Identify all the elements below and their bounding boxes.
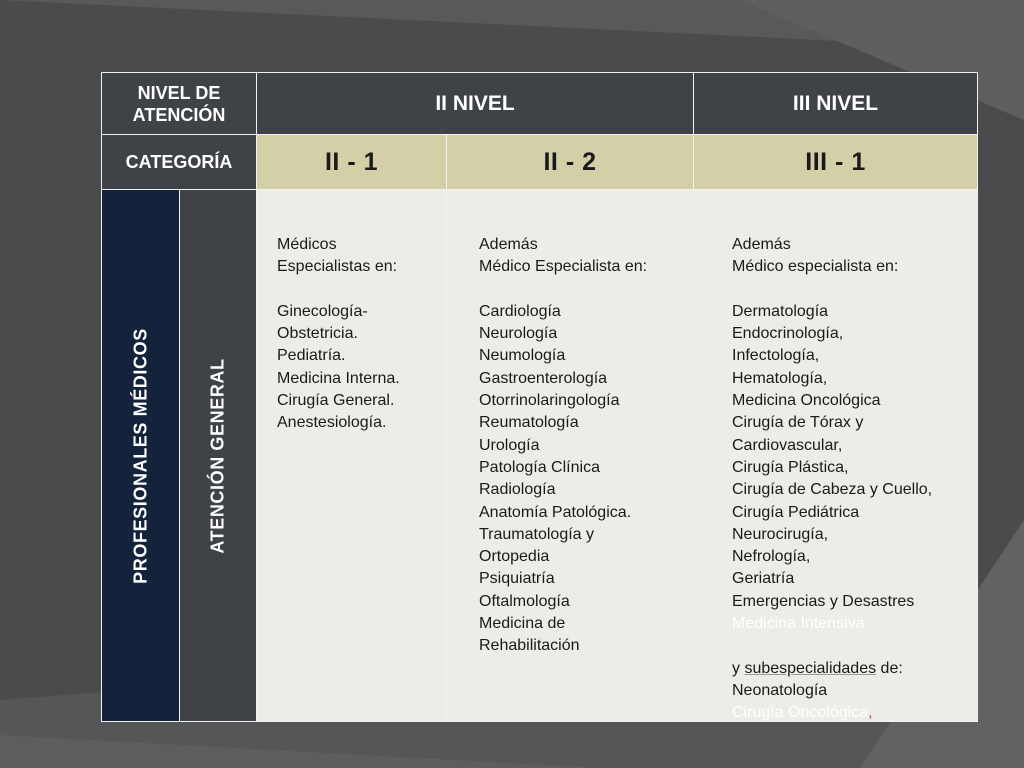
specialty-item: Cirugía de Tórax y — [732, 414, 864, 432]
category-iii-1-label: III - 1 — [805, 147, 866, 176]
categoria-header — [102, 135, 257, 190]
specialty-item: Endocrinología, — [732, 325, 844, 343]
specialty-item: Cirugía de Cabeza y Cuello, — [732, 481, 933, 499]
specialty-item: Reumatología — [479, 414, 579, 432]
specialty-item: Anestesiología. — [277, 414, 387, 432]
specialty-item: Oftalmología — [479, 592, 570, 610]
nivel-iii-label: III NIVEL — [792, 91, 879, 115]
specialty-item: Neurocirugía, — [732, 525, 829, 543]
nivel-ii-label: II NIVEL — [435, 91, 515, 115]
category-ii-1-label: II - 1 — [324, 147, 378, 176]
intro-line: Médicos — [277, 236, 337, 253]
specialty-item: Medicina Oncológica — [732, 392, 881, 410]
specialty-item: Radiología — [479, 481, 556, 499]
specialty-item: Medicina Interna. — [277, 369, 400, 387]
specialty-item: Dermatología — [732, 302, 829, 320]
category-ii-2 — [447, 135, 694, 190]
specialty-item: Cirugía General. — [277, 392, 395, 410]
specialty-item: Cirugía Plástica, — [732, 458, 849, 476]
nivel-iii-header — [694, 73, 977, 135]
specialties-ii-1 — [257, 190, 447, 721]
intro-line: Médico Especialista en: — [479, 258, 648, 276]
specialties-iii-1 — [694, 190, 977, 721]
category-iii-1 — [694, 135, 977, 190]
subspecialties-heading — [732, 658, 977, 680]
health-levels-table — [101, 72, 978, 722]
intro-line: Especialistas en: — [277, 258, 398, 276]
specialty-item: Obstetricia. — [277, 325, 358, 343]
specialty-item: Gastroenterología — [479, 369, 608, 387]
nivel-atencion-header — [102, 73, 257, 135]
specialty-item: Rehabilitación — [479, 637, 580, 655]
specialty-item: Patología Clínica — [479, 458, 600, 476]
specialty-item: Otorrinolaringología — [479, 392, 620, 410]
subspecialty-item-highlight — [732, 702, 977, 721]
specialty-item: Ginecología- — [277, 302, 368, 320]
nivel-ii-header — [257, 73, 694, 135]
nivel-atencion-label: NIVEL DE ATENCIÓN — [132, 82, 226, 125]
specialty-item: Anatomía Patológica. — [479, 503, 632, 521]
specialty-item: Emergencias y Desastres — [732, 592, 915, 610]
category-ii-1 — [257, 135, 447, 190]
specialty-item: Pediatría. — [277, 347, 346, 365]
specialty-item: Ortopedia — [479, 548, 550, 566]
specialty-item: Cardiología — [479, 302, 561, 320]
specialty-item: Geriatría — [732, 570, 795, 588]
specialty-item: Urología — [479, 436, 540, 454]
specialty-item: Cardiovascular, — [732, 436, 843, 454]
specialty-item: Cirugía Pediátrica — [732, 503, 860, 521]
sub-word: subespecialidades — [744, 659, 877, 677]
specialty-item: Traumatología y — [479, 525, 595, 543]
atencion-general-cell — [180, 190, 257, 721]
sub-trailing: , — [868, 704, 873, 721]
specialty-item: Nefrología, — [732, 548, 811, 566]
specialty-item: Medicina de — [479, 615, 566, 633]
sub-suffix: de: — [876, 659, 903, 677]
intro-line: Médico especialista en: — [732, 258, 899, 276]
profesionales-medicos-label: PROFESIONALES MÉDICOS — [130, 327, 150, 584]
specialty-item: Psiquiatría — [479, 570, 555, 588]
specialty-item: Infectología, — [732, 347, 820, 365]
specialty-item-highlight: Medicina Intensiva — [732, 615, 865, 633]
subspecialty-item: Neonatología — [732, 681, 828, 699]
specialty-item: Neurología — [479, 325, 558, 343]
specialties-ii-2 — [447, 190, 694, 721]
specialty-item: Neumología — [479, 347, 566, 365]
intro-line: Además — [479, 236, 538, 253]
profesionales-medicos-cell — [102, 190, 180, 721]
sub-prefix: y — [732, 659, 745, 677]
category-ii-2-label: II - 2 — [543, 147, 597, 176]
categoria-label: CATEGORÍA — [125, 152, 233, 172]
intro-line: Además — [732, 236, 791, 253]
atencion-general-label: ATENCIÓN GENERAL — [207, 357, 228, 554]
sub-highlight: Cirugía Oncológica — [732, 704, 869, 721]
specialty-item: Hematología, — [732, 369, 828, 387]
